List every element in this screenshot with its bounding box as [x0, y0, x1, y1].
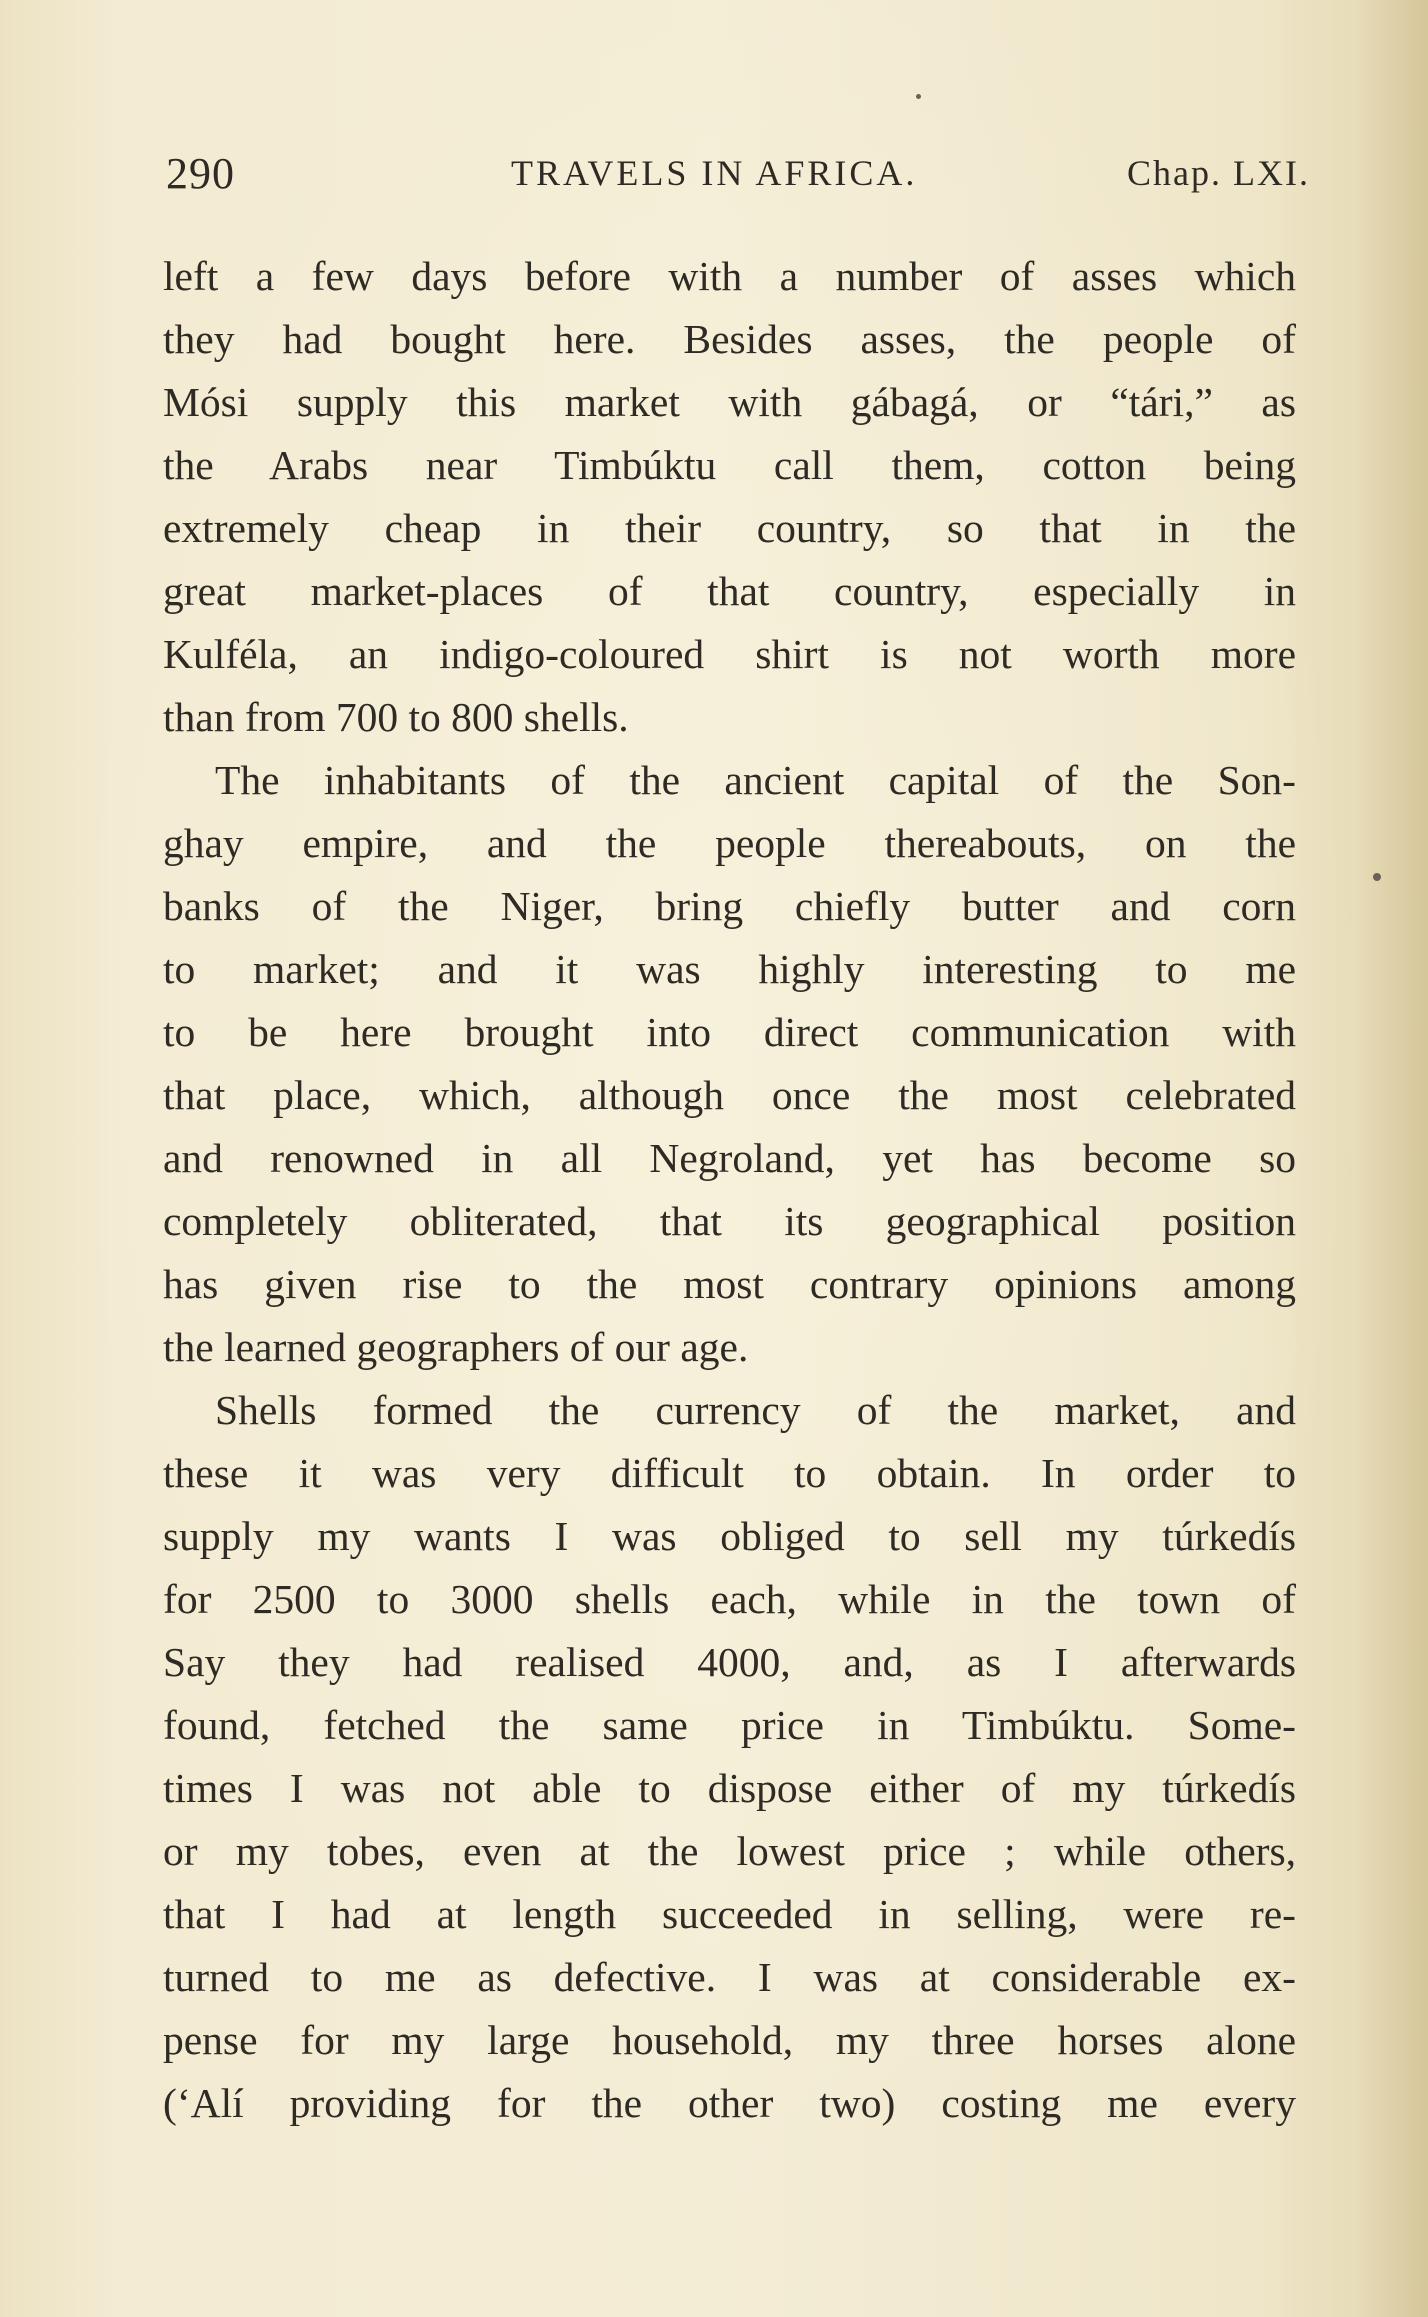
text-line: The inhabitants of the ancient capital of the Son- [215, 757, 1296, 803]
paragraph [163, 245, 1296, 749]
text-line: that place, which, although once the most celebrated [163, 1072, 1296, 1118]
page-number: 290 [166, 149, 235, 198]
text-line: pense for my large household, my three horses alone [163, 2017, 1296, 2063]
paragraph [163, 1379, 1296, 2135]
text-line: Shells formed the currency of the market, and [215, 1387, 1296, 1433]
text-line: has given rise to the most contrary opinions among [163, 1261, 1296, 1307]
text-line: left a few days before with a number of asses which [163, 253, 1296, 299]
text-line: Kulféla, an indigo-coloured shirt is not worth more [163, 631, 1296, 677]
text-line: great market-places of that country, especially in [163, 568, 1296, 614]
text-line: Mósi supply this market with gábagá, or “tári,” as [163, 379, 1296, 425]
ink-speck [1373, 873, 1381, 881]
text-line: for 2500 to 3000 shells each, while in the town of [163, 1576, 1296, 1622]
text-line: than from 700 to 800 shells. [163, 694, 629, 740]
text-line: found, fetched the same price in Timbúktu. Some- [163, 1702, 1296, 1748]
text-line: these it was very difficult to obtain. In order to [163, 1450, 1296, 1496]
chapter-reference: Chap. LXI. [1127, 153, 1310, 193]
text-line: and renowned in all Negroland, yet has become so [163, 1135, 1296, 1181]
text-line: the learned geographers of our age. [163, 1324, 749, 1370]
running-header [166, 148, 1310, 208]
text-line: times I was not able to dispose either of my túrkedís [163, 1765, 1296, 1811]
text-line: (‘Alí providing for the other two) costing me every [163, 2080, 1296, 2126]
text-line: extremely cheap in their country, so that in the [163, 505, 1296, 551]
text-line: supply my wants I was obliged to sell my túrkedís [163, 1513, 1296, 1559]
paragraph [163, 749, 1296, 1379]
text-line: banks of the Niger, bring chiefly butter and corn [163, 883, 1296, 929]
text-line: the Arabs near Timbúktu call them, cotton being [163, 442, 1296, 488]
text-line: to market; and it was highly interesting to me [163, 946, 1296, 992]
running-title: TRAVELS IN AFRICA. [511, 153, 918, 193]
text-line: they had bought here. Besides asses, the people of [163, 316, 1296, 362]
text-line: completely obliterated, that its geographical position [163, 1198, 1296, 1244]
text-line: Say they had realised 4000, and, as I afterwards [163, 1639, 1296, 1685]
text-line: ghay empire, and the people thereabouts, on the [163, 820, 1296, 866]
text-line: turned to me as defective. I was at considerable ex- [163, 1954, 1296, 2000]
text-line: or my tobes, even at the lowest price ; while others, [163, 1828, 1296, 1874]
page-edge-shadow [1358, 0, 1428, 2317]
text-line: to be here brought into direct communication with [163, 1009, 1296, 1055]
text-line: that I had at length succeeded in selling, were re- [163, 1891, 1296, 1937]
body-text [163, 245, 1296, 2135]
ink-speck [916, 94, 921, 99]
